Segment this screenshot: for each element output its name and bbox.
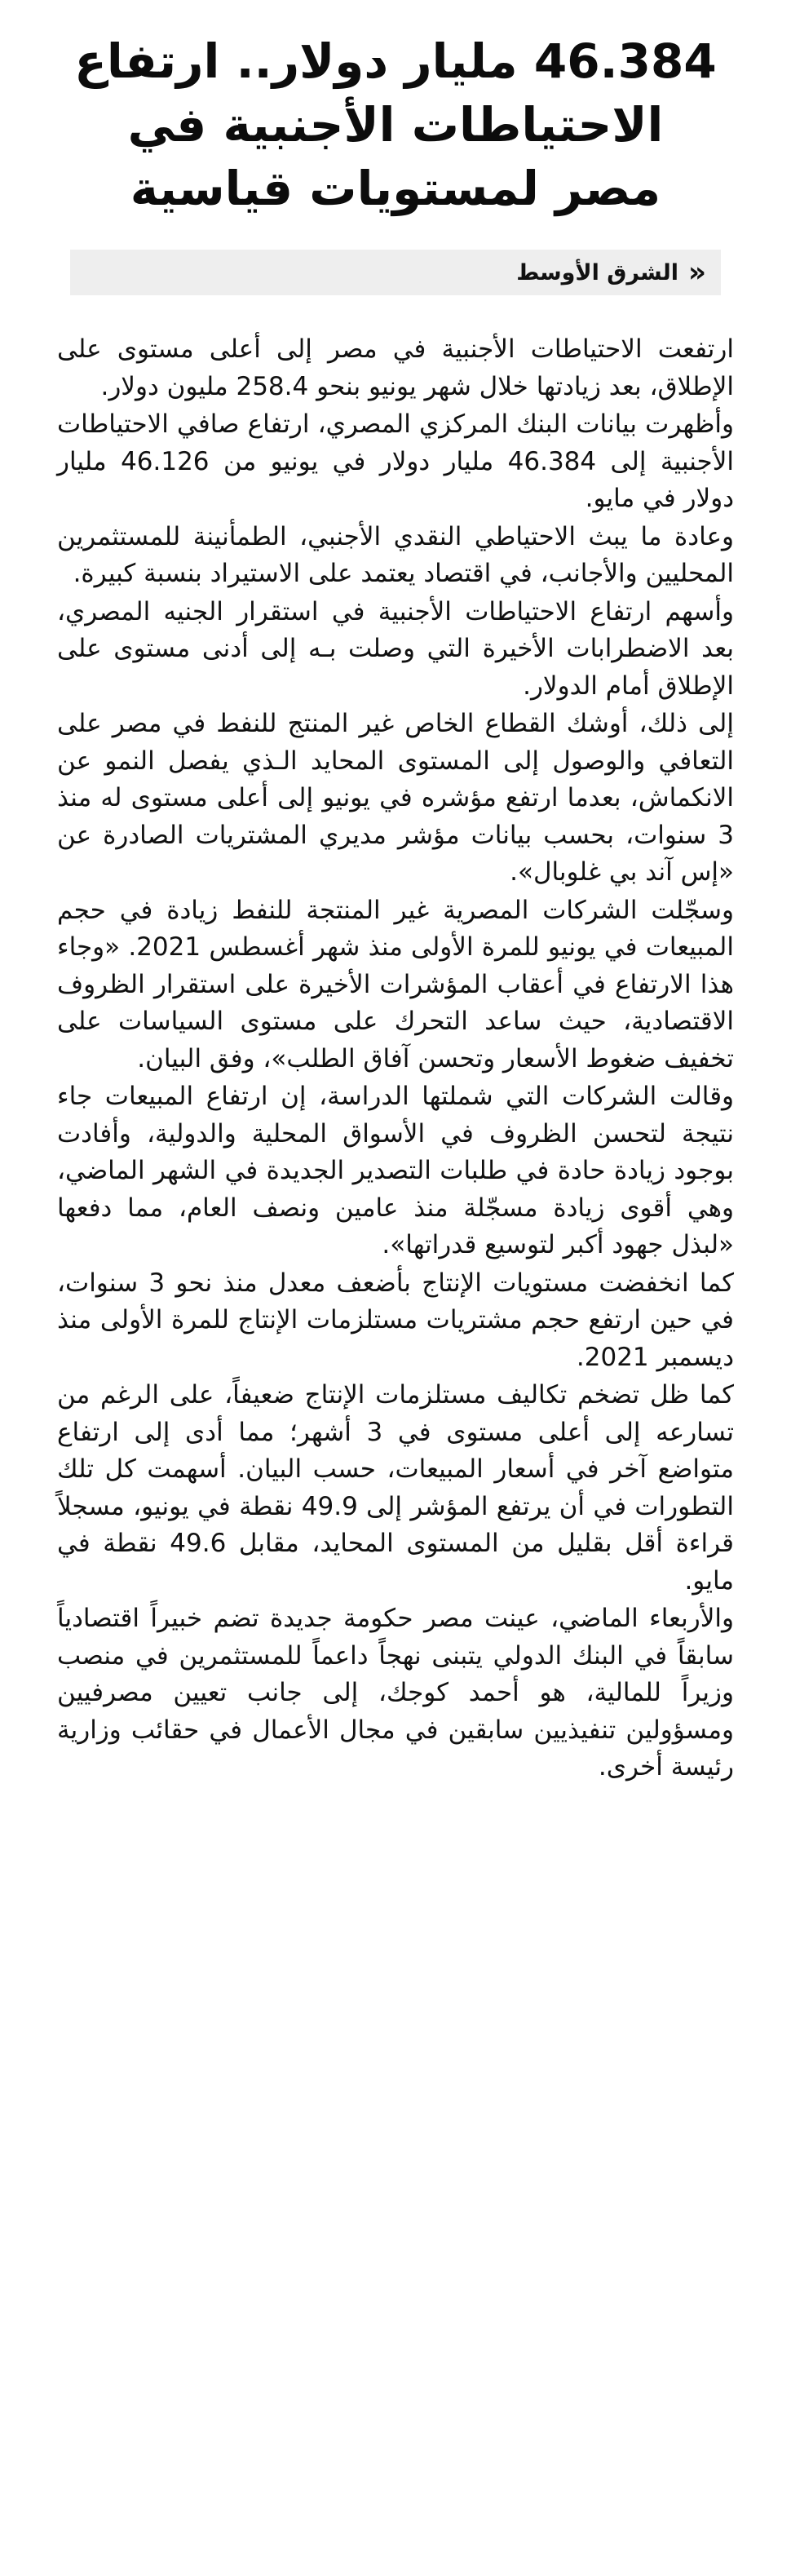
article-headline [57, 29, 734, 220]
double-chevron-icon: « [688, 256, 706, 289]
article-paragraph: ارتفعت الاحتياطات الأجنبية في مصر إلى أعلى مستوى على الإطلاق، بعد زيادتها خلال شهر يونيو بنحو 258.4 مليون دولار. [57, 334, 734, 401]
article-body [57, 331, 734, 1786]
article-paragraph: كما انخفضت مستويات الإنتاج بأضعف معدل منذ نحو 3 سنوات، في حين ارتفع حجم مشتريات مستلزمات الإنتاج للمرة الأولى منذ ديسمبر 2021. [57, 1268, 735, 1372]
article-paragraph: وقالت الشركات التي شملتها الدراسة، إن ارتفاع المبيعات جاء نتيجة لتحسن الظروف في الأسواق المحلية والدولية، وأفادت بوجود زيادة حادة في طلبات التصدير الجديدة في الشهر الماضي، وهي أقوى زيادة مسجّلة منذ عامين ونصف العام، مما دفعها «لبذل جهود أكبر لتوسيع قدراتها». [57, 1082, 734, 1259]
headline-line-3: مصر لمستويات قياسية [130, 161, 661, 216]
article-paragraph: والأربعاء الماضي، عينت مصر حكومة جديدة تضم خبيراً اقتصادياً سابقاً في البنك الدولي يتبنى نهجاً داعماً للمستثمرين في منصب وزيراً للمالية، هو أحمد كوجك، إلى جانب تعيين مصرفيين ومسؤولين تنفيذيين سابقين في مجال الأعمال في حقائب وزارية رئيسة أخرى. [57, 1604, 734, 1782]
article-paragraph: كما ظل تضخم تكاليف مستلزمات الإنتاج ضعيفاً، على الرغم من تسارعه إلى أعلى مستوى في 3 أشهر؛ مما أدى إلى ارتفاع متواضع آخر في أسعار المبيعات، حسب البيان. أسهمت كل تلك التطورات في أن يرتفع المؤشر إلى 49.9 نقطة في يونيو، مسجلاً قراءة أقل بقليل من المستوى المحايد، مقابل 49.6 نقطة في مايو. [57, 1380, 735, 1596]
source-bar [70, 250, 721, 295]
article-paragraph: وعادة ما يبث الاحتياطي النقدي الأجنبي، الطمأنينة للمستثمرين المحليين والأجانب، في اقتصاد يعتمد على الاستيراد بنسبة كبيرة. [57, 521, 734, 588]
article-paragraph: إلى ذلك، أوشك القطاع الخاص غير المنتج للنفط في مصر على التعافي والوصول إلى المستوى المحايد الـذي يفصل النمو عن الانكماش، بعدما ارتفع مؤشره في يونيو إلى أعلى مستوى له منذ 3 سنوات، بحسب بيانات مؤشر مديري المشتريات الصادرة عن «إس آند بي غلوبال». [57, 709, 734, 887]
article-paragraph: وسجّلت الشركات المصرية غير المنتجة للنفط زيادة في حجم المبيعات في يونيو للمرة الأولى منذ شهر أغسطس 2021. «وجاء هذا الارتفاع في أعقاب المؤشرات الأخيرة على استقرار الظروف الاقتصادية، حيث ساعد التحرك على مستوى السياسات على تخفيف ضغوط الأسعار وتحسن آفاق الطلب»، وفق البيان. [57, 895, 734, 1073]
article-paragraph: وأسهم ارتفاع الاحتياطات الأجنبية في استقرار الجنيه المصري، بعد الاضطرابات الأخيرة التي وصلت بـه إلى أدنى مستوى على الإطلاق أمام الدولار. [57, 596, 734, 701]
source-name: الشرق الأوسط [516, 259, 679, 285]
headline-line-1: 46.384 مليار دولار.. ارتفاع [74, 33, 717, 89]
article-paragraph: وأظهرت بيانات البنك المركزي المصري، ارتفاع صافي الاحتياطات الأجنبية إلى 46.384 مليار دولار في يونيو من 46.126 مليار دولار في مايو. [57, 409, 735, 513]
headline-line-2: الاحتياطات الأجنبية في [127, 97, 664, 153]
